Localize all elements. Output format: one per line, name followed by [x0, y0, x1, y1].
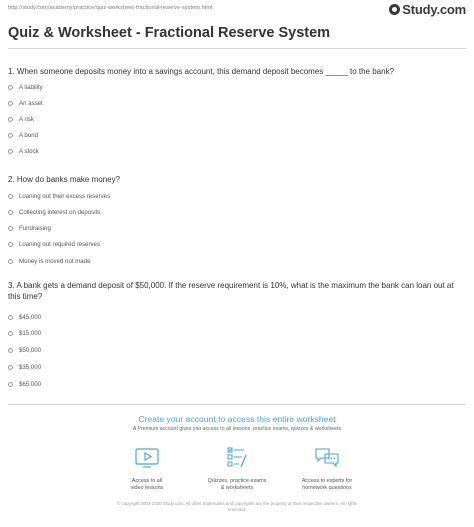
footer-divider: [8, 404, 466, 405]
radio-button[interactable]: [8, 242, 13, 247]
feature-label: Access to all: [131, 478, 163, 484]
option-label: A bond: [19, 132, 38, 139]
option-label: $50,000: [19, 347, 42, 354]
option-q2-d[interactable]: [8, 241, 100, 248]
option-q3-c[interactable]: [8, 347, 41, 354]
radio-button[interactable]: [8, 365, 13, 370]
option-q1-e[interactable]: [8, 148, 39, 155]
radio-button[interactable]: [8, 259, 13, 264]
radio-button[interactable]: [8, 117, 13, 122]
premium-description: A Premium account gives you access to all lessons, practice exams, quizzes & worksheets: [132, 426, 342, 432]
page-url: http://study.com/academy/practice/quiz-worksheet-fractional-reserve-system.html: [8, 5, 213, 11]
option-label: $35,000: [19, 364, 42, 371]
feature-label: Access to experts for: [301, 478, 353, 484]
feature-experts: [282, 446, 372, 491]
page-header: [0, 0, 474, 20]
copyright-line: © copyright 2003-2020 Study.com. All other trademarks and copyrights are the property of their respective owners. All rights: [117, 501, 357, 506]
logo-text: Study.com: [402, 2, 466, 17]
option-q3-e[interactable]: [8, 381, 41, 388]
option-q2-c[interactable]: [8, 225, 51, 232]
option-label: Fundraising: [19, 225, 51, 232]
option-label: Money is moved not made: [19, 258, 91, 265]
feature-label: & worksheets: [220, 484, 254, 491]
option-label: An asset: [19, 100, 43, 107]
radio-button[interactable]: [8, 194, 13, 199]
option-label: $45,000: [19, 314, 42, 321]
option-label: $15,000: [19, 330, 42, 337]
option-q2-e[interactable]: [8, 258, 90, 265]
option-q1-a[interactable]: [8, 84, 43, 91]
page-title: Quiz & Worksheet - Fractional Reserve System: [8, 25, 331, 41]
option-label: Loaning out their excess reserves: [19, 193, 111, 200]
feature-label: video lessons: [130, 484, 164, 491]
option-label: Collecting interest on deposits: [19, 209, 101, 216]
feature-label: homework questions: [302, 484, 352, 491]
question-3: 3. A bank gets a demand deposit of $50,000. If the reserve requirement is 10%, what is the maximum the bank can loan out at this time?: [8, 281, 454, 301]
video-lessons-icon: [134, 446, 160, 470]
radio-button[interactable]: [8, 382, 13, 387]
study-logo[interactable]: [389, 2, 466, 17]
feature-video-lessons: [102, 446, 192, 491]
copyright-line: reserved.: [227, 506, 247, 512]
option-q3-a[interactable]: [8, 314, 41, 321]
study-logo-icon: [389, 4, 400, 15]
question-1: 1. When someone deposits money into a savings account, this demand deposit becomes _____ to the bank?: [8, 67, 395, 76]
expert-questions-icon: [314, 446, 340, 470]
option-q2-a[interactable]: [8, 193, 110, 200]
radio-button[interactable]: [8, 210, 13, 215]
feature-quizzes: [192, 446, 282, 491]
option-q3-b[interactable]: [8, 330, 41, 337]
option-q3-d[interactable]: [8, 364, 41, 371]
option-q1-c[interactable]: [8, 116, 34, 123]
radio-button[interactable]: [8, 133, 13, 138]
question-2: 2. How do banks make money?: [8, 175, 121, 184]
option-q2-b[interactable]: [8, 209, 100, 216]
option-label: A liability: [19, 84, 43, 91]
radio-button[interactable]: [8, 85, 13, 90]
divider: [8, 48, 466, 49]
create-account-link[interactable]: Create your account to access this entire worksheet: [138, 414, 336, 424]
copyright-text: [0, 501, 474, 512]
radio-button[interactable]: [8, 226, 13, 231]
option-q1-d[interactable]: [8, 132, 38, 139]
radio-button[interactable]: [8, 331, 13, 336]
feature-label: Quizzes, practice exams: [207, 478, 267, 484]
radio-button[interactable]: [8, 101, 13, 106]
option-label: A risk: [19, 116, 34, 123]
radio-button[interactable]: [8, 149, 13, 154]
radio-button[interactable]: [8, 348, 13, 353]
radio-button[interactable]: [8, 315, 13, 320]
quizzes-exams-icon: [224, 446, 250, 470]
option-label: $65,000: [19, 381, 42, 388]
option-q1-b[interactable]: [8, 100, 43, 107]
option-label: Loaning out required reserves: [19, 241, 100, 248]
option-label: A stock: [19, 148, 39, 155]
